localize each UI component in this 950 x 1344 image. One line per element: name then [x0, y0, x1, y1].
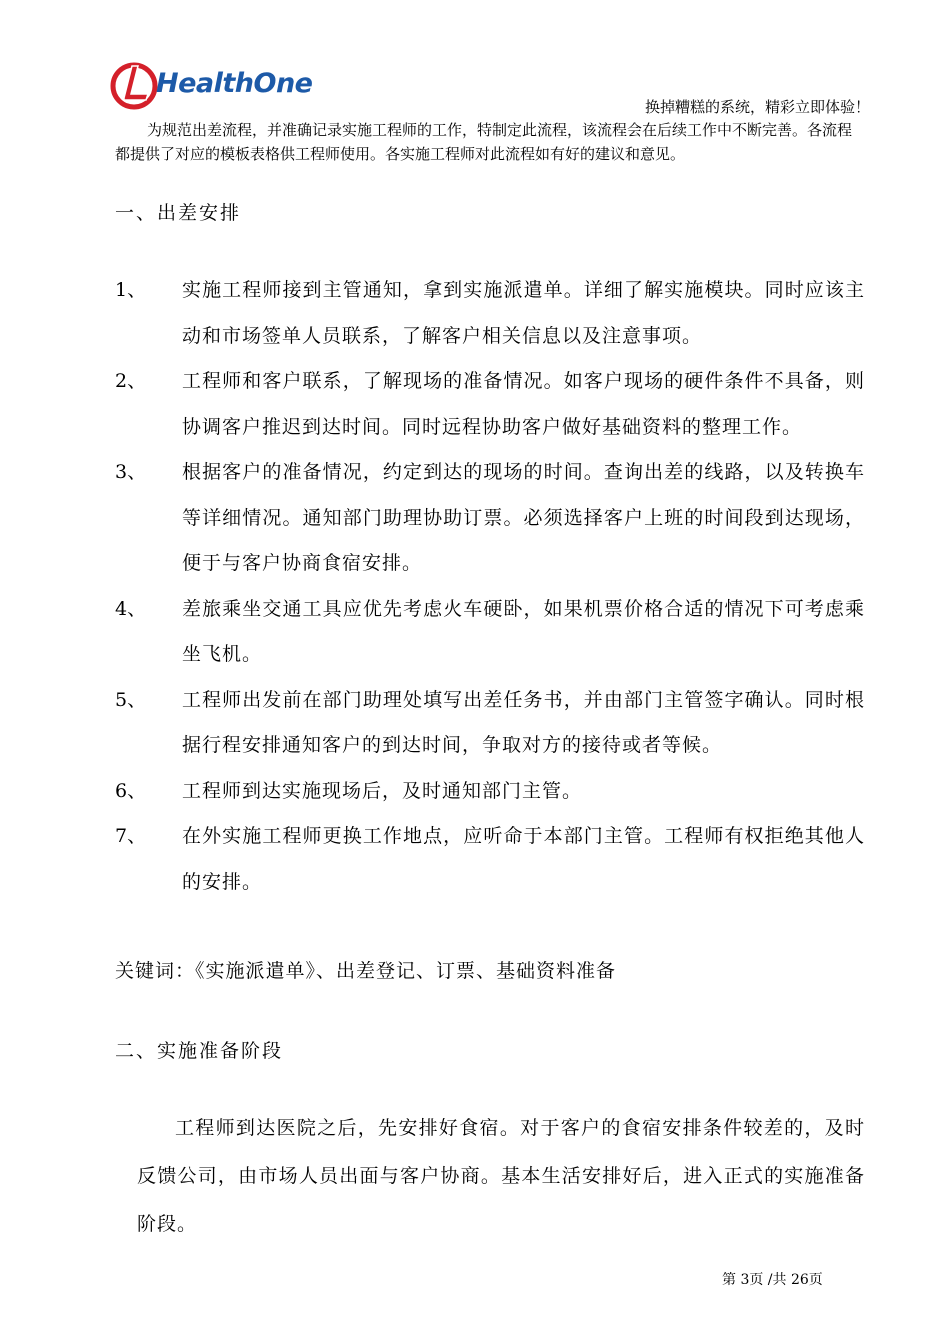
section-2-heading: 二、实施准备阶段 [115, 1040, 284, 1062]
list-item-text: 根据客户的准备情况，约定到达的现场的时间。查询出差的线路，以及转换车等详细情况。通知部门助理协助订票。必须选择客户上班的时间段到达现场，便于与客户协商食宿安排。 [182, 461, 865, 574]
list-item [115, 678, 865, 769]
logo-text: HealthOne [156, 68, 313, 99]
list-item [115, 769, 865, 815]
list-item [115, 587, 865, 678]
intro-paragraph: 为规范出差流程，并准确记录实施工程师的工作，特制定此流程，该流程会在后续工作中不断完善。各流程都提供了对应的模板表格供工程师使用。各实施工程师对此流程如有好的建议和意见。 [115, 121, 853, 163]
list-item-number: 5、 [115, 688, 147, 711]
list-item-text: 工程师和客户联系，了解现场的准备情况。如客户现场的硬件条件不具备，则协调客户推迟到达时间。同时远程协助客户做好基础资料的整理工作。 [182, 370, 865, 438]
list-item-number: 4、 [115, 597, 147, 620]
list-item-number: 3、 [115, 461, 147, 483]
list-item-text: 工程师到达实施现场后，及时通知部门主管。 [182, 779, 583, 802]
list-item-text: 差旅乘坐交通工具应优先考虑火车硬卧，如果机票价格合适的情况下可考虑乘坐飞机。 [182, 597, 865, 665]
list-item-number: 7、 [115, 825, 147, 847]
list-item-number: 2、 [115, 370, 147, 392]
list-item-number: 6、 [115, 779, 147, 802]
list-item-number: 1、 [115, 279, 147, 301]
header-slogan: 换掉糟糕的系统，精彩立即体验！ [644, 98, 870, 116]
travel-steps-list [115, 268, 865, 905]
list-item [115, 359, 865, 450]
list-item [115, 814, 865, 905]
list-item [115, 450, 865, 587]
section-1-heading: 一、出差安排 [115, 202, 242, 224]
keywords-line: 关键词：《实施派遣单》、出差登记、订票、基础资料准备 [115, 960, 617, 982]
list-item-text: 在外实施工程师更换工作地点，应听命于本部门主管。工程师有权拒绝其他人的安排。 [182, 825, 865, 893]
healthone-logo [110, 60, 320, 112]
list-item [115, 268, 865, 359]
logo-mark-icon [110, 60, 158, 112]
list-item-text: 工程师出发前在部门助理处填写出差任务书，并由部门主管签字确认。同时根据行程安排通知客户的到达时间，争取对方的接待或者等候。 [182, 688, 865, 756]
list-item-text: 实施工程师接到主管通知，拿到实施派遣单。详细了解实施模块。同时应该主动和市场签单人员联系，了解客户相关信息以及注意事项。 [182, 279, 865, 347]
page-number: 第 3页 /共 26页 [722, 1272, 823, 1288]
section-2-paragraph: 工程师到达医院之后，先安排好食宿。对于客户的食宿安排条件较差的，及时反馈公司，由市场人员出面与客户协商。基本生活安排好后，进入正式的实施准备阶段。 [137, 1117, 865, 1235]
